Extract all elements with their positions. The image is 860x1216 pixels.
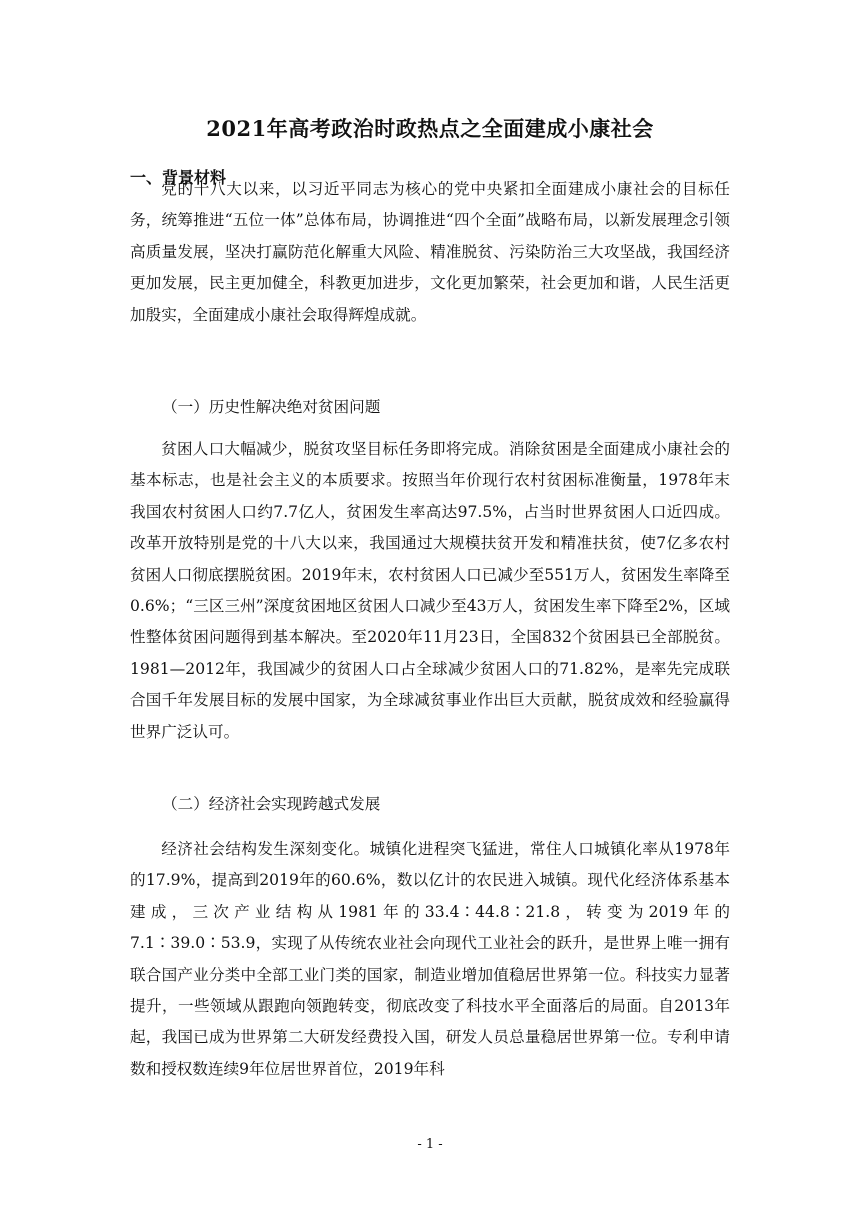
subheading-poverty: （一）历史性解决绝对贫困问题 xyxy=(162,398,381,416)
section-heading: 一、背景材料 xyxy=(130,168,227,187)
paragraph-development: 经济社会结构发生深刻变化。城镇化进程突飞猛进，常住人口城镇化率从1978年的17.9%，提高到2019年的60.6%，数以亿计的农民进入城镇。现代化经济体系基本建成，三次产业结构从1981年的33.4∶44.8∶21.8，转变为2019年的7.1∶39.0∶53.9，实现了从传统农业社会向现代工业社会的跃升，是世界上唯一拥有联合国产业分类中全部工业门类的国家，制造业增加值稳居世界第一位。科技实力显著提升，一些领域从跟跑向领跑转变，彻底改变了科技水平全面落后的局面。自2013年起，我国已成为世界第二大研发经费投入国，研发人员总量稳居世界第一位。专利申请数和授权数连续9年位居世界首位，2019年科 xyxy=(130,840,730,1078)
paragraph-poverty: 贫困人口大幅减少，脱贫攻坚目标任务即将完成。消除贫困是全面建成小康社会的基本标志，也是社会主义的本质要求。按照当年价现行农村贫困标准衡量，1978年末我国农村贫困人口约7.7亿人，贫困发生率高达97.5%，占当时世界贫困人口近四成。改革开放特别是党的十八大以来，我国通过大规模扶贫开发和精准扶贫，使7亿多农村贫困人口彻底摆脱贫困。2019年末，农村贫困人口已减少至551万人，贫困发生率降至0.6%；“三区三州”深度贫困地区贫困人口减少至43万人，贫困发生率下降至2%，区域性整体贫困问题得到基本解决。至2020年11月23日，全国832个贫困县已全部脱贫。1981—2012年，我国减少的贫困人口占全球减少贫困人口的71.82%，是率先完成联合国千年发展目标的发展中国家，为全球减贫事业作出巨大贡献，脱贫成效和经验赢得世界广泛认可。 xyxy=(130,440,730,741)
page-title: 2021年高考政治时政热点之全面建成小康社会 xyxy=(206,116,654,141)
page-number: - 1 - xyxy=(417,1137,443,1152)
paragraph-background: 党的十八大以来，以习近平同志为核心的党中央紧扣全面建成小康社会的目标任务，统筹推进“五位一体”总体布局，协调推进“四个全面”战略布局，以新发展理念引领高质量发展，坚决打赢防范化解重大风险、精准脱贫、污染防治三大攻坚战，我国经济更加发展，民主更加健全，科教更加进步，文化更加繁荣，社会更加和谐，人民生活更加殷实，全面建成小康社会取得辉煌成就。 xyxy=(130,180,730,324)
subheading-development: （二）经济社会实现跨越式发展 xyxy=(162,795,381,813)
